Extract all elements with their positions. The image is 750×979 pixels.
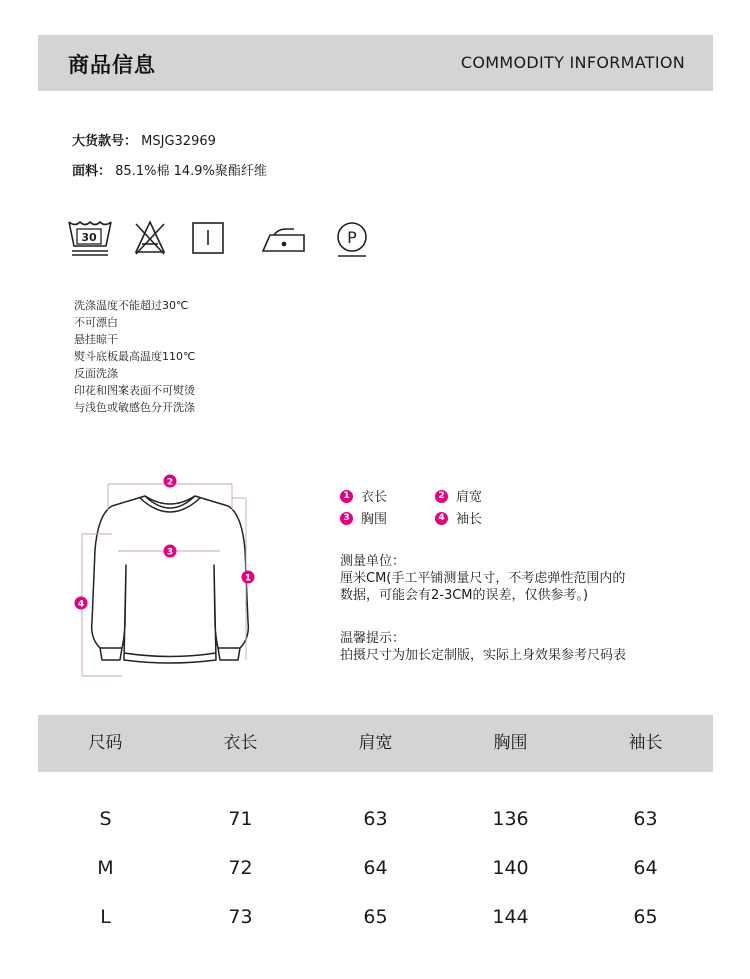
table-cell: 136 [492, 808, 529, 830]
note-title: 温馨提示： [340, 631, 406, 646]
marker-shoulder [164, 475, 177, 488]
table-cell: 140 [492, 857, 529, 879]
marker-chest [164, 545, 177, 558]
table-cell: S [99, 808, 112, 830]
iron-medium-icon [263, 229, 304, 251]
table-cell: 72 [228, 857, 253, 879]
column-header: 肩宽 [358, 733, 393, 753]
marker-length [242, 571, 255, 584]
legend-number: 1 [340, 490, 353, 503]
svg-text:1: 1 [244, 573, 252, 584]
fabric-composition [72, 160, 267, 179]
table-row [38, 844, 713, 893]
svg-text:30: 30 [81, 231, 97, 244]
care-instruction: 熨斗底板最高温度110℃ [74, 350, 196, 363]
legend-number: 4 [435, 512, 448, 525]
legend-number: 2 [435, 490, 448, 503]
table-cell: 64 [633, 857, 658, 879]
note-line: 数据，可能会有2-3CM的误差，仅供参考。) [340, 588, 589, 603]
legend-label: 衣长 [361, 490, 388, 505]
header-bar [38, 35, 713, 91]
fabric-label: 面料： [72, 164, 112, 179]
svg-text:3: 3 [166, 547, 174, 558]
hang-dry-icon [193, 223, 223, 253]
page-title: 商品信息 [68, 53, 156, 77]
care-icons-row [66, 218, 386, 260]
table-cell: 65 [633, 906, 658, 928]
svg-text:2: 2 [166, 477, 174, 488]
note-title: 测量单位： [340, 554, 406, 569]
column-header: 衣长 [223, 733, 258, 753]
legend-number: 3 [340, 512, 353, 525]
legend-item-sleeve [435, 508, 482, 527]
dry-clean-p-icon [338, 223, 366, 256]
column-header: 尺码 [88, 733, 123, 753]
wash-30-icon [69, 222, 111, 255]
svg-text:4: 4 [77, 599, 85, 610]
legend-row [340, 508, 600, 530]
table-cell: 63 [363, 808, 388, 830]
style-number [72, 130, 216, 149]
page-title-en: COMMODITY INFORMATION [460, 53, 685, 72]
care-instruction: 不可漂白 [74, 316, 118, 329]
measurement-guides [82, 484, 246, 676]
fabric-value: 85.1%棉 14.9%聚酯纤维 [115, 164, 267, 179]
tips-note [340, 630, 626, 664]
table-cell: 63 [633, 808, 658, 830]
note-line: 厘米CM(手工平铺测量尺寸，不考虑弹性范围内的 [340, 571, 626, 586]
note-line: 拍摄尺寸为加长定制版，实际上身效果参考尺码表 [340, 648, 627, 663]
legend-item-shoulder [435, 486, 482, 505]
table-cell: L [100, 906, 111, 928]
table-cell: M [97, 857, 114, 879]
legend-item-length [340, 486, 387, 505]
care-instructions [74, 297, 195, 416]
style-number-value: MSJG32969 [141, 134, 216, 149]
care-instruction: 悬挂晾干 [74, 333, 118, 346]
table-header [38, 715, 713, 772]
column-header: 袖长 [628, 733, 663, 753]
legend-item-chest [340, 508, 387, 527]
table-body [38, 772, 713, 942]
table-cell: 65 [363, 906, 388, 928]
table-cell: 71 [228, 808, 253, 830]
svg-text:P: P [347, 228, 357, 247]
table-row [38, 893, 713, 942]
care-instruction: 反面洗涤 [74, 367, 118, 380]
care-instruction: 洗涤温度不能超过30℃ [74, 299, 189, 312]
no-bleach-icon [136, 222, 164, 254]
sweatshirt-outline [92, 496, 252, 663]
legend-row [340, 486, 600, 508]
measurement-legend [340, 486, 600, 530]
legend-label: 胸围 [361, 512, 388, 527]
care-instruction: 印花和图案表面不可熨烫 [74, 384, 195, 397]
table-row [38, 795, 713, 844]
legend-label: 肩宽 [456, 490, 483, 505]
measurement-unit-note [340, 553, 625, 604]
size-table [38, 715, 713, 942]
care-instruction: 与浅色或敏感色分开洗涤 [74, 401, 195, 414]
garment-measurement-diagram [70, 470, 270, 689]
legend-label: 袖长 [456, 512, 483, 527]
table-cell: 64 [363, 857, 388, 879]
column-header: 胸围 [493, 733, 528, 753]
marker-sleeve [75, 597, 88, 610]
table-cell: 144 [492, 906, 529, 928]
style-number-label: 大货款号： [72, 134, 138, 149]
table-cell: 73 [228, 906, 253, 928]
